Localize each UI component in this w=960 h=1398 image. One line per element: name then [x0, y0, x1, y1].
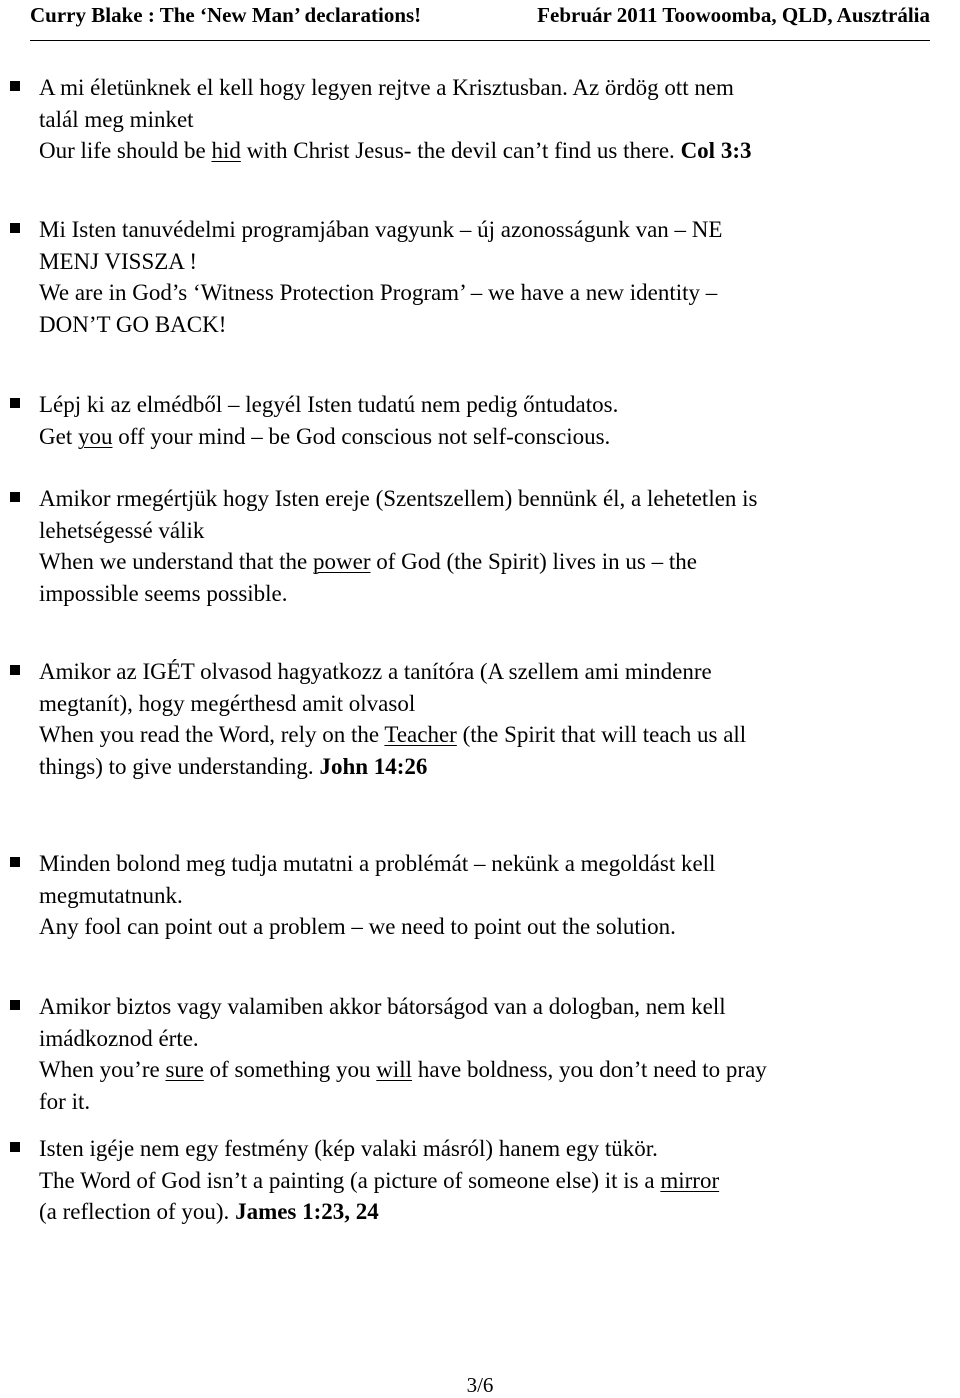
english-line: impossible seems possible. — [39, 580, 288, 606]
hungarian-line: megmutatnunk. — [39, 882, 183, 908]
item-text — [39, 1133, 902, 1228]
item-text — [39, 991, 902, 1117]
english-line: for it. — [39, 1088, 91, 1114]
english-line: things) to give understanding. John 14:26 — [39, 753, 428, 779]
english-line: DON’T GO BACK! — [39, 311, 227, 337]
header-title: Curry Blake : The ‘New Man’ declarations! — [30, 3, 422, 27]
square-bullet-icon — [10, 665, 20, 675]
hungarian-line: Isten igéje nem egy festmény (kép valaki másról) hanem egy tükör. — [39, 1136, 658, 1161]
square-bullet-icon — [10, 81, 20, 91]
english-line: The Word of God isn’t a painting (a picture of someone else) it is a mirror — [39, 1167, 720, 1193]
hungarian-line: MENJ VISSZA ! — [39, 248, 198, 274]
scripture-reference: Col 3:3 — [680, 138, 752, 163]
english-line: (a reflection of you). James 1:23, 24 — [39, 1199, 379, 1224]
underlined-word: power — [313, 549, 371, 574]
english-line: When we understand that the power of God (the Spirit) lives in us – the — [39, 549, 697, 574]
square-bullet-icon — [10, 492, 20, 502]
page-number: 3/6 — [466, 1373, 494, 1397]
hungarian-line: megtanít), hogy megérthesd amit olvasol — [39, 690, 416, 716]
hungarian-line: Amikor rmegértjük hogy Isten ereje (Szentszellem) bennünk él, a lehetetlen is — [39, 486, 758, 511]
hungarian-line: Amikor az IGÉT olvasod hagyatkozz a tanítóra (A szellem ami mindenre — [39, 659, 712, 684]
square-bullet-icon — [10, 398, 20, 408]
english-line: Any fool can point out a problem – we need to point out the solution. — [39, 914, 676, 939]
scripture-reference: James 1:23, 24 — [235, 1199, 379, 1224]
underlined-word: you — [77, 423, 113, 449]
hungarian-line: imádkoznod érte. — [39, 1025, 199, 1051]
item-text — [39, 848, 902, 943]
english-line: We are in God’s ‘Witness Protection Program’ – we have a new identity – — [39, 280, 718, 305]
underlined-word: will — [376, 1057, 413, 1082]
hungarian-line: Lépj ki az elmédből – legyél Isten tudatú nem pedig őntudatos. — [39, 392, 619, 417]
hungarian-line: Amikor biztos vagy valamiben akkor bátorságod van a dologban, nem kell — [39, 994, 726, 1019]
hungarian-line: A mi életünknek el kell hogy legyen rejtve a Krisztusban. Az ördög ott nem — [39, 75, 734, 100]
item-text — [39, 389, 902, 452]
underlined-word: mirror — [660, 1167, 720, 1193]
english-line: When you’re sure of something you will have boldness, you don’t need to pray — [39, 1057, 767, 1082]
square-bullet-icon — [10, 1142, 20, 1152]
english-line: Get you off your mind – be God conscious not self-conscious. — [39, 423, 611, 449]
item-text — [39, 214, 902, 340]
header-date-location: Február 2011 Toowoomba, QLD, Ausztrália — [537, 3, 930, 27]
underlined-word: Teacher — [384, 722, 457, 747]
hungarian-line: Minden bolond meg tudja mutatni a problémát – nekünk a megoldást kell — [39, 851, 716, 876]
square-bullet-icon — [10, 223, 20, 233]
scripture-reference: John 14:26 — [319, 753, 428, 779]
square-bullet-icon — [10, 1000, 20, 1010]
underlined-word: sure — [165, 1057, 204, 1082]
item-text — [39, 656, 902, 782]
hungarian-line: lehetségessé válik — [39, 517, 205, 543]
item-text — [39, 483, 902, 609]
underlined-word: hid — [211, 138, 241, 163]
square-bullet-icon — [10, 857, 20, 867]
english-line: When you read the Word, rely on the Teacher (the Spirit that will teach us all — [39, 722, 747, 747]
item-text — [39, 72, 902, 167]
hungarian-line: Mi Isten tanuvédelmi programjában vagyunk – új azonosságunk van – NE — [39, 217, 723, 242]
hungarian-line: talál meg minket — [39, 106, 194, 132]
english-line: Our life should be hid with Christ Jesus- the devil can’t find us there. Col 3:3 — [39, 138, 752, 163]
